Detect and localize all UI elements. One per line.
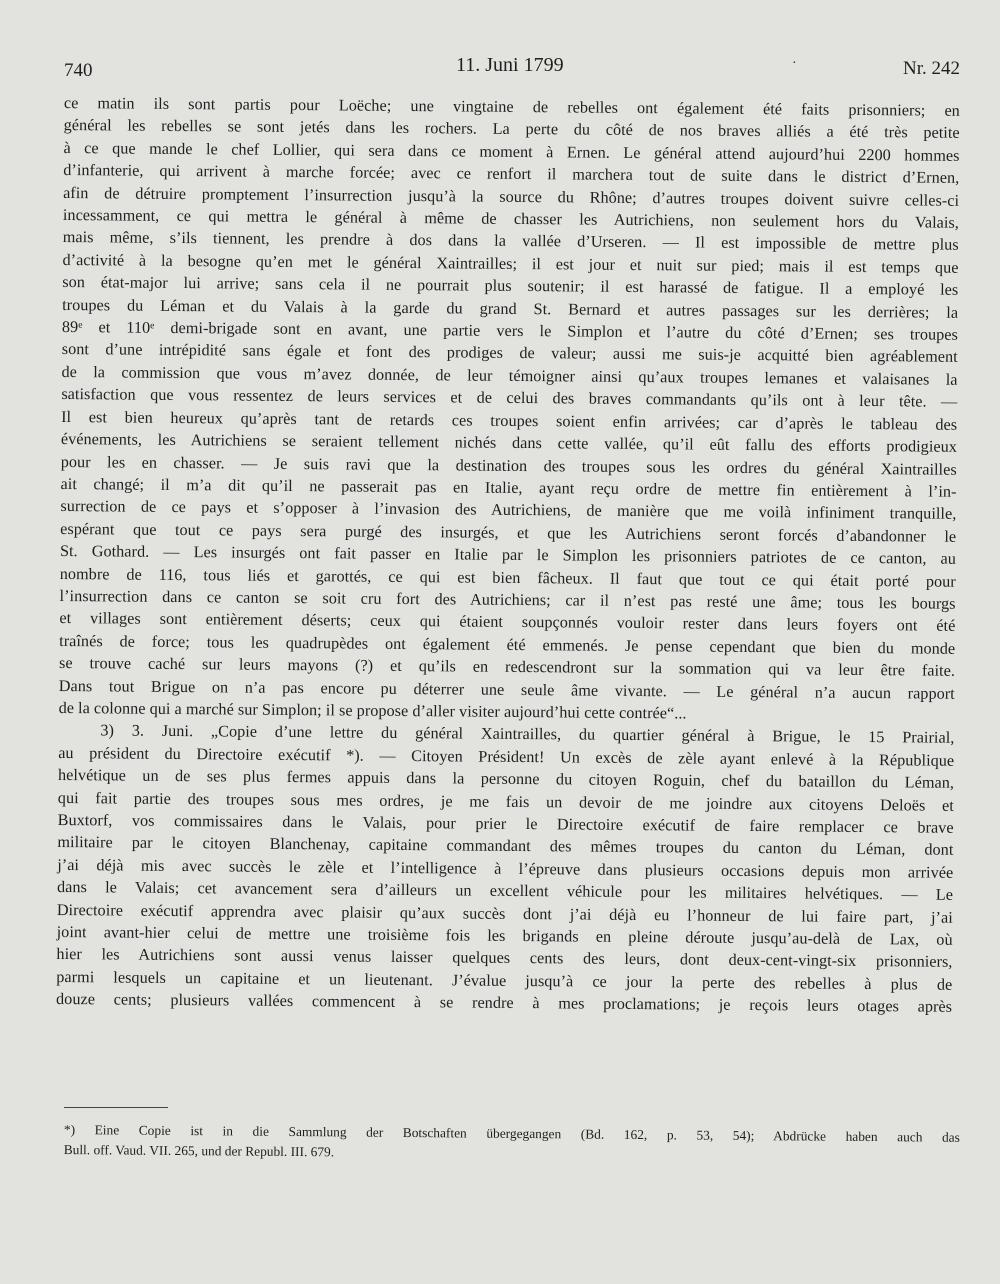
text-line: l’insurrection dans ce canton se soit cru fort des Autrichiens; car il n’est pas resté une âme; tous les bourgs [59,586,956,613]
footnote-rule [64,1107,168,1108]
text-line: 3) 3. Juni. „Copie d’une lettre du général Xaintrailles, du quartier général à Brigue, le 15 Prairial, [100,721,955,748]
text-line: son état-major lui arrive; sans cela il ne pourrait plus soutenir; il est harassé de fatigue. Il a employé les [62,273,959,300]
body-text [56,92,960,1018]
text-line: à ce que mande le chef Lollier, qui sera dans ce moment à Ernen. Le général attend aujourd’hui 2200 hommes [63,138,960,165]
text-line: se trouve caché sur leurs mayons (?) et qu’ils en redescendront sur la sommation qui va leur être faite. [58,654,956,680]
text-line: nombre de 116, tous liés et garottés, ce qui est bien fâcheux. Il faut que tout ce qui était porté pour [59,564,956,591]
footnote-line: *) Eine Copie ist in die Sammlung der Botschaften übergegangen (Bd. 162, p. 53, 54); Abdrücke haben auch das [63,1121,960,1145]
text-line: douze cents; plusieurs vallées commencent à se rendre à mes proclamations; je reçois leurs otages après [56,990,953,1017]
page-number: 740 [64,60,93,81]
text-line: d’infanterie, qui arrivent à marche forcée; avec ce renfort il marchera tout de suite dans le district d’Ernen, [63,161,960,188]
text-line: Il est bien heureux qu’après tant de retards ces troupes soient enfin arrivées; car d’après le tableau des [61,407,958,434]
text-line: pour les en chasser. — Je suis ravi que la destination des troupes sous les ordres du général Xaintrailles [60,452,957,479]
text-line: satisfaction que vous ressentez de leurs services et de celui des braves commandants qu’ils ont à leur tête. — [61,385,958,412]
footnote-line: Bull. off. Vaud. VII. 265, und der Republ. III. 679. [63,1141,335,1159]
text-line: général les rebelles se sont jetés dans les rochers. La perte du côté de nos braves alliés a été très petite [63,116,960,143]
text-line: St. Gothard. — Les insurgés ont fait passer en Italie par le Simplon les prisonniers patriotes de ce canton, au [59,542,957,568]
text-line: mais même, s’ils tiennent, les prendre à dos dans la vallée d’Urseren. — Il est impossible de mettre plus [62,228,959,255]
text-line: sont d’une intrépidité sans égale et font des prodiges de valeur; aussi me suis-je acquitté bien agréablement [61,340,958,367]
text-line: militaire par le citoyen Blanchenay, capitaine commandant des mêmes troupes du canton du Léman, dont [57,833,954,860]
text-line: espérant que tout ce pays sera purgé des insurgés, et que les Autrichiens seront forcés d’abandonner le [60,519,957,546]
document-number: Nr. 242 [903,58,960,79]
text-line: traînés de force; tous les quadrupèdes ont également été emmenés. Je pense cependant que bien du monde [59,631,956,658]
text-line: parmi lesquels un capitaine et un lieutenant. J’évalue jusqu’à ce jour la perte des rebelles à plus de [56,967,953,994]
text-line: surrection de ce pays et s’opposer à l’invasion des Autrichiens, de manière que me voilà infiniment tranquille, [60,497,957,524]
text-line: joint avant-hier celui de mettre une troisième fois les brigands en pleine déroute jusqu’au-delà de Lax, où [56,922,953,949]
text-line: helvétique un de ses plus fermes appuis dans la personne du citoyen Roguin, chef du bataillon du Léman, [57,766,955,792]
text-line: dans le Valais; cet avancement sera d’ailleurs un excellent véhicule pour les militaires helvétiques. — Le [56,878,954,905]
text-line: Dans tout Brigue on n’a pas encore pu déterrer une seule âme vivante. — Le général n’a aucun rapport [58,676,955,703]
header-date: 11. Juni 1799 [456,54,564,76]
text-line: de la commission que vous m’avez donnée, de leur témoigner ainsi qu’aux troupes lemanes et valaisanes la [61,362,958,389]
text-line: et villages sont entièrement déserts; ceux qui étaient soupçonnés vouloir rester dans leurs foyers ont été [59,609,956,636]
text-line: ce matin ils sont partis pour Loëche; une vingtaine de rebelles ont également été faits prisonniers; en [63,93,960,120]
footnote [64,1120,960,1167]
text-line: au président du Directoire exécutif *). — Citoyen Président! Un excès de zèle ayant enlevé à la République [58,743,955,770]
text-line: j’ai déjà mis avec succès le zèle et l’intelligence à l’épreuve dans plusieurs occasions depuis mon arrivée [57,855,954,882]
text-line: d’activité à la besogne qu’en met le général Xaintrailles; il est jour et nuit sur pied; mais il est temps que [62,250,959,277]
text-line: Buxtorf, vos commissaires dans le Valais, pour prier le Directoire exécutif de faire remplacer ce brave [57,810,954,837]
text-line: ait changé; il m’a dit qu’il ne passerait pas en Italie, ayant reçu ordre de mettre fin entièrement à l’in- [60,474,957,501]
text-line: troupes du Léman et du Valais à la garde du grand St. Bernard et autres passages sur les derrières; la [62,295,959,322]
text-line: Directoire exécutif apprendra avec plaisir qu’aux succès dont j’ai déjà eu l’honneur de lui faire part, j’ai [56,900,953,927]
header-mark: · [792,56,797,71]
text-line: de la colonne qui a marché sur Simplon; il se propose d’aller visiter aujourd’hui cette contrée“... [58,698,687,723]
text-line: événements, les Autrichiens se seraient tellement nichés dans cette vallée, qu’il eût fallu des efforts prodigieux [60,430,958,456]
text-line: afin de détruire promptement l’insurrection jusqu’à la source du Rhône; d’autres troupes doivent suivre celles-ci [63,183,960,210]
text-line: hier les Autrichiens sont aussi venus laisser quelques cents des leurs, dont deux-cent-vingt-six prisonniers, [56,945,953,972]
text-line: qui fait partie des troupes sous mes ordres, je me fais un devoir de me joindre aux citoyens Deloës et [57,788,954,815]
text-line: incessamment, ce qui mettra le général à même de chasser les Autrichiens, non seulement hors du Valais, [62,206,959,232]
text-line: 89ᵉ et 110ᵉ demi-brigade sont en avant, une partie vers le Simplon et l’autre du côté d’Ernen; ses troupes [61,318,958,344]
page-header [64,54,960,84]
